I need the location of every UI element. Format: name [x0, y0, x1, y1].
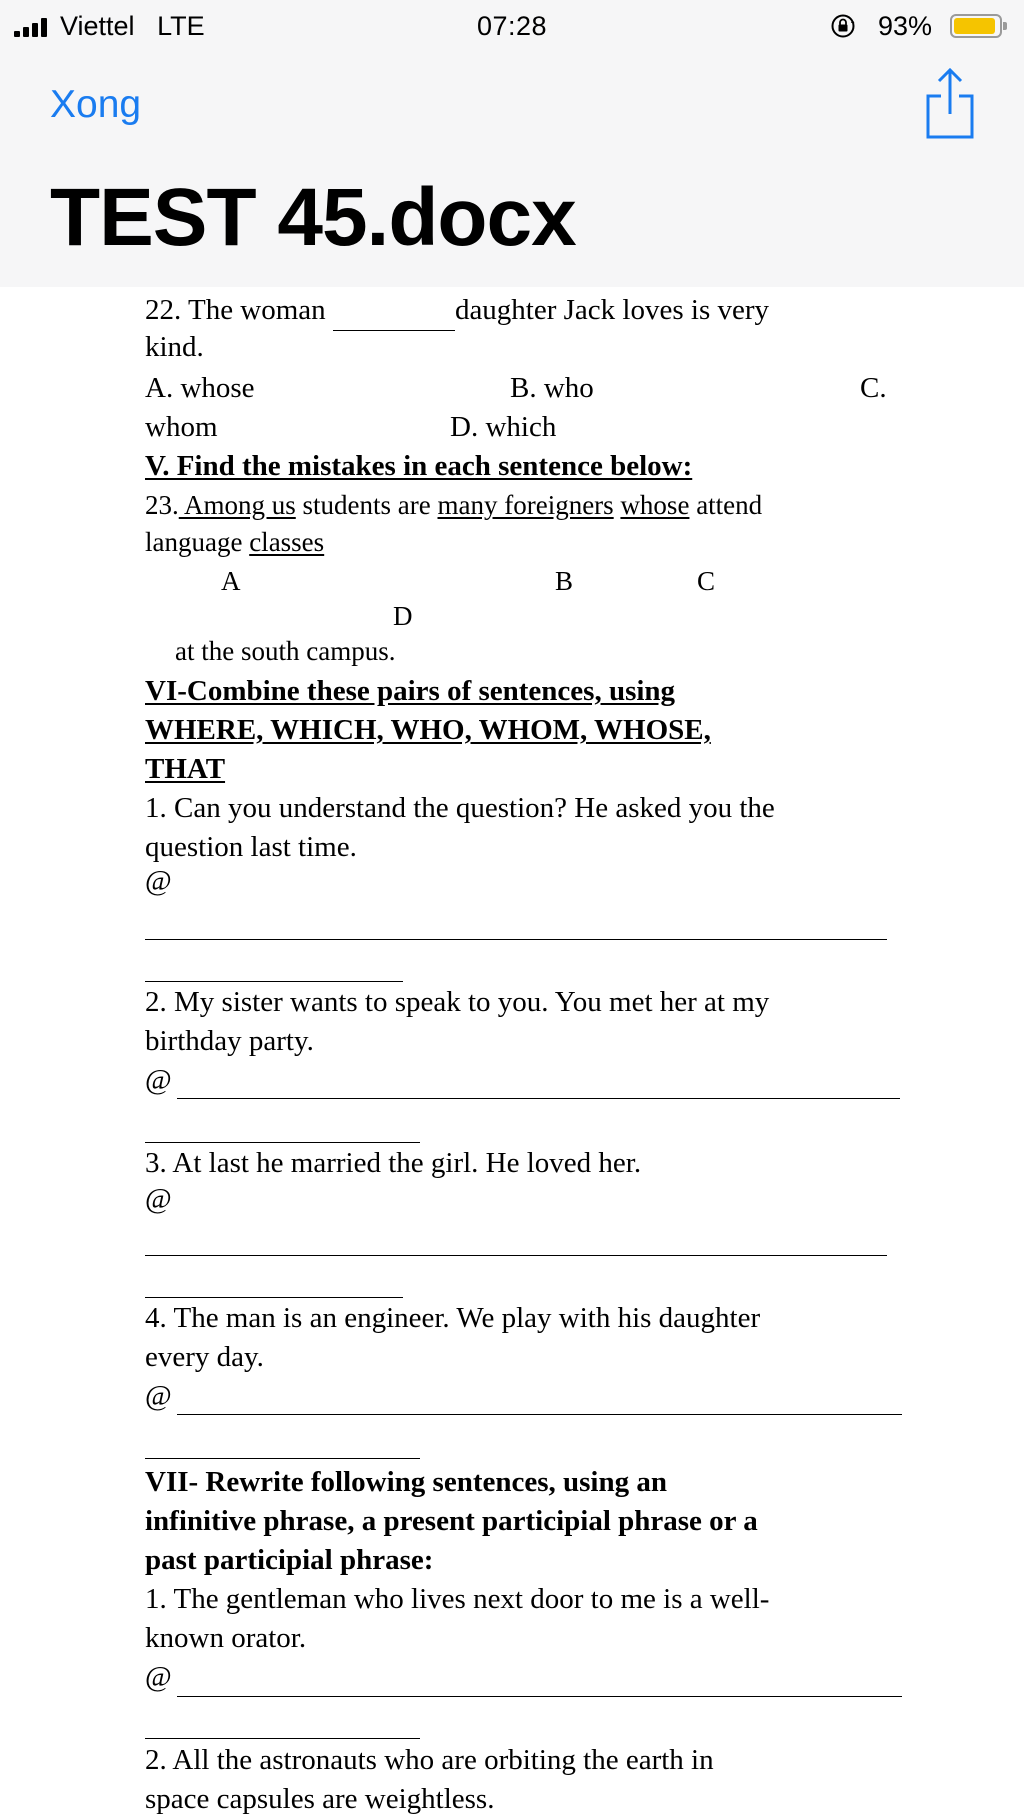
- vi-4-at: @: [145, 1380, 172, 1412]
- vi-2-line-2: birthday party.: [145, 1025, 314, 1057]
- q23-end: at the south campus.: [175, 636, 396, 666]
- answer-line: [145, 1297, 403, 1298]
- q22-text-2: daughter Jack loves is very: [454, 294, 770, 326]
- answer-line: [145, 1255, 887, 1256]
- status-time: 07:28: [476, 11, 548, 41]
- done-button[interactable]: Xong: [50, 83, 142, 126]
- vii-1-line-2: known orator.: [145, 1622, 307, 1654]
- vii-2-line-1: 2. All the astronauts who are orbiting the earth in: [145, 1744, 714, 1776]
- question-23: [145, 486, 762, 525]
- section-6-title-2: WHERE, WHICH, WHO, WHOM, WHOSE,: [145, 714, 711, 746]
- answer-line: [145, 1738, 420, 1739]
- answer-line: [145, 981, 403, 982]
- q23-line-2: [145, 523, 324, 562]
- q23-text-2: attend: [689, 490, 763, 520]
- answer-line: [177, 1696, 902, 1697]
- document-title: TEST 45.docx: [50, 172, 576, 263]
- vi-3-at: @: [145, 1183, 172, 1215]
- q23-part-d: classes: [249, 527, 325, 557]
- section-7-title: VII- Rewrite following sentences, using an: [145, 1466, 667, 1498]
- vi-1-line-1: 1. Can you understand the question? He asked you the: [145, 792, 775, 824]
- option-d: D. which: [450, 411, 557, 443]
- q22-cont: kind.: [145, 331, 204, 363]
- option-c-text: whom: [145, 411, 218, 443]
- answer-line: [177, 1414, 902, 1415]
- answer-line: [177, 1098, 900, 1099]
- vi-1-at: @: [145, 865, 172, 897]
- top-bar: [0, 0, 1024, 287]
- battery-icon: [950, 14, 1002, 38]
- vi-2-at: @: [145, 1064, 172, 1096]
- label-c: C: [697, 566, 716, 596]
- label-d: D: [393, 601, 413, 631]
- option-a: A. whose: [145, 372, 255, 404]
- section-5-title: V. Find the mistakes in each sentence below:: [145, 450, 693, 482]
- question-22: [145, 291, 769, 331]
- section-6-title: VI-Combine these pairs of sentences, using: [145, 675, 676, 707]
- vi-4-line-2: every day.: [145, 1341, 264, 1373]
- vi-3-line-1: 3. At last he married the girl. He loved her.: [145, 1147, 642, 1179]
- q23-text: students are: [295, 490, 438, 520]
- battery-percent: 93%: [878, 11, 933, 41]
- option-b: B. who: [510, 372, 594, 404]
- section-7-title-3: past participial phrase:: [145, 1544, 434, 1576]
- label-b: B: [555, 566, 574, 596]
- answer-blank: [333, 291, 455, 331]
- network-type: LTE: [157, 11, 205, 41]
- vi-1-line-2: question last time.: [145, 831, 357, 863]
- section-7-title-2: infinitive phrase, a present participial phrase or a: [145, 1505, 758, 1537]
- vi-4-line-1: 4. The man is an engineer. We play with his daughter: [145, 1302, 761, 1334]
- q23-part-c: whose: [620, 490, 690, 520]
- option-c: C.: [860, 372, 887, 404]
- orientation-lock-icon: [830, 13, 856, 39]
- q23-part-b: many foreigners: [437, 490, 614, 520]
- q23-number: 23.: [145, 490, 179, 520]
- q23-text-3: language: [145, 527, 250, 557]
- vii-1-at: @: [145, 1661, 172, 1693]
- share-icon[interactable]: [924, 66, 976, 140]
- section-6-title-3: THAT: [145, 753, 226, 785]
- vi-2-line-1: 2. My sister wants to speak to you. You met her at my: [145, 986, 770, 1018]
- answer-line: [145, 1458, 420, 1459]
- vii-2-line-2: space capsules are weightless.: [145, 1783, 495, 1815]
- answer-line: [145, 1142, 420, 1143]
- vii-1-line-1: 1. The gentleman who lives next door to me is a well-: [145, 1583, 770, 1615]
- q23-part-a: Among us: [178, 490, 296, 520]
- carrier-name: Viettel: [60, 11, 135, 41]
- label-a: A: [221, 566, 241, 596]
- answer-line: [145, 939, 887, 940]
- q22-text: 22. The woman: [145, 294, 326, 326]
